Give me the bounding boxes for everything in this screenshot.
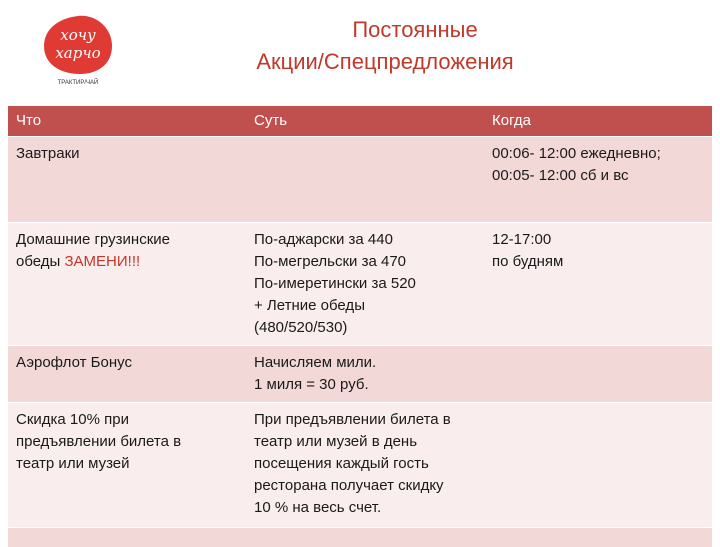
cell-when	[484, 527, 712, 547]
cell-when	[484, 402, 712, 527]
column-header-when: Когда	[492, 112, 531, 130]
title-line-2: Акции/Спецпредложения	[256, 49, 514, 74]
cell-what: Скидка 10% при предъявлении билета в театр или музей	[8, 402, 246, 527]
logo-text-bottom: харчо	[55, 44, 101, 62]
logo-caption: ТРАКТИР/ЧАЙ	[57, 80, 99, 86]
cell-essence	[246, 136, 484, 222]
table-row	[8, 345, 712, 402]
logo	[38, 12, 118, 92]
title-line-1: Постоянные	[352, 17, 478, 42]
table-row	[8, 222, 712, 345]
logo-text-top: хочу	[60, 26, 96, 44]
table-row	[8, 402, 712, 527]
cell-what: Домашние грузинские обеды ЗАМЕНИ!!!	[8, 222, 246, 345]
cell-when	[484, 345, 712, 402]
cell-essence: По-аджарски за 440 По-мегрельски за 470 По-имеретински за 520 + Летние обеды (480/520/530)	[246, 222, 484, 345]
cell-what	[8, 527, 246, 547]
table-row	[8, 136, 712, 222]
column-header-essence: Суть	[254, 112, 288, 130]
cell-essence	[246, 527, 484, 547]
cell-what: Завтраки	[8, 136, 246, 222]
cell-when: 12-17:00 по будням	[484, 222, 712, 345]
cell-essence: Начисляем мили. 1 миля = 30 руб.	[246, 345, 484, 402]
table-header-row	[8, 106, 712, 136]
table-row	[8, 527, 712, 547]
page-title	[200, 14, 570, 78]
cell-when: 00:06- 12:00 ежедневно; 00:05- 12:00 сб и вс	[484, 136, 712, 222]
promotions-table	[8, 106, 712, 547]
cell-what: Аэрофлот Бонус	[8, 345, 246, 402]
column-header-what: Что	[16, 112, 42, 130]
replace-note: ЗАМЕНИ!!!	[64, 252, 141, 270]
cell-essence: При предъявлении билета в театр или музей в день посещения каждый гость ресторана получает скидку 10 % на весь счет.	[246, 402, 484, 527]
